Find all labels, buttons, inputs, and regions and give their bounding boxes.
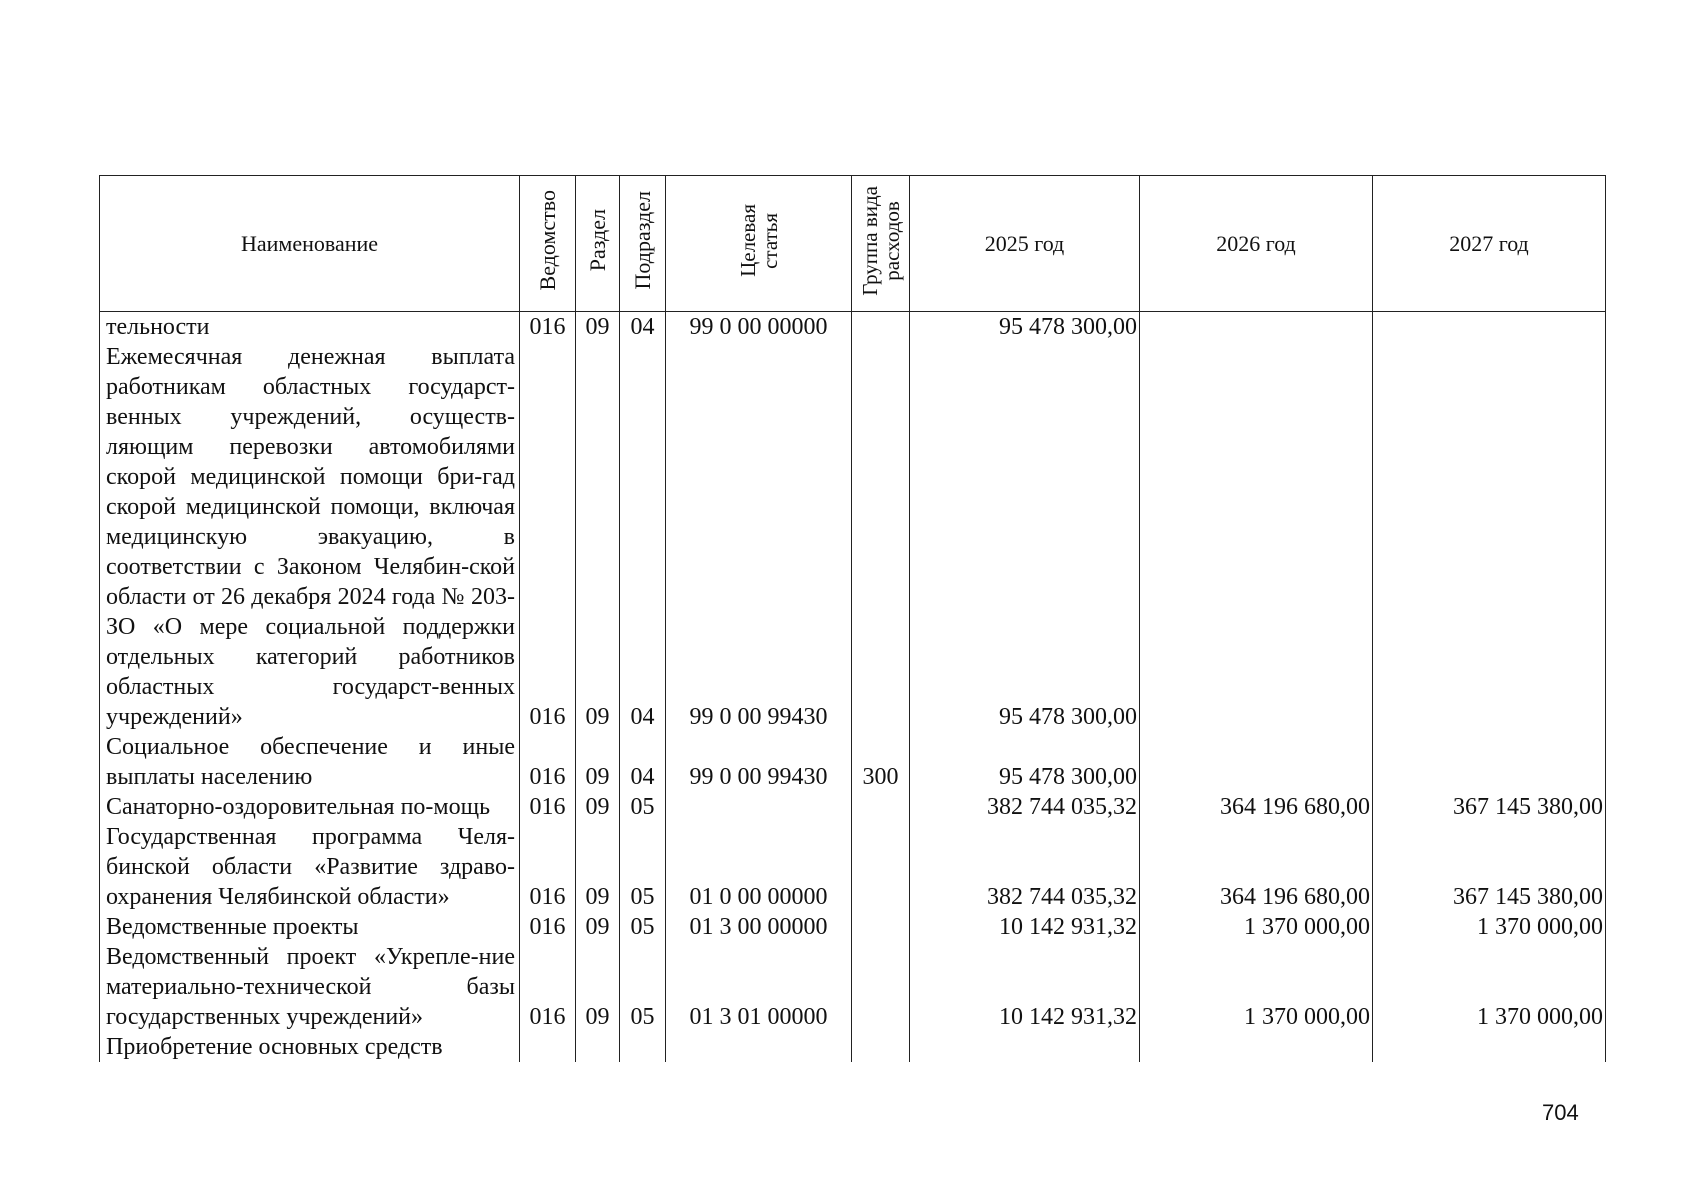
table-row xyxy=(100,822,1606,912)
header-razdel: Раздел xyxy=(576,176,620,312)
table-header xyxy=(100,176,1606,312)
cell-celevaya: 99 0 00 99430 xyxy=(666,732,852,792)
cell-razdel: 09 xyxy=(576,792,620,822)
cell-podrazdel: 04 xyxy=(620,732,666,792)
header-celevaya: Целевая статья xyxy=(666,176,852,312)
cell-y2025: 382 744 035,32 xyxy=(910,792,1140,822)
table-row xyxy=(100,942,1606,1032)
cell-y2026 xyxy=(1140,1032,1373,1062)
cell-vedomstvo: 016 xyxy=(520,732,576,792)
header-gruppa: Группа вида расходов xyxy=(852,176,910,312)
cell-celevaya: 01 3 01 00000 xyxy=(666,942,852,1032)
cell-y2025: 95 478 300,00 xyxy=(910,312,1140,343)
cell-y2025: 10 142 931,32 xyxy=(910,912,1140,942)
header-vedomstvo: Ведомство xyxy=(520,176,576,312)
cell-podrazdel: 04 xyxy=(620,312,666,343)
header-2026: 2026 год xyxy=(1140,176,1373,312)
cell-gruppa xyxy=(852,342,910,732)
cell-y2027: 1 370 000,00 xyxy=(1373,912,1606,942)
cell-razdel: 09 xyxy=(576,912,620,942)
cell-podrazdel: 05 xyxy=(620,792,666,822)
table-row xyxy=(100,1032,1606,1062)
cell-y2025: 382 744 035,32 xyxy=(910,822,1140,912)
cell-name: Социальное обеспечение и иные выплаты населению xyxy=(100,732,520,792)
cell-y2026: 364 196 680,00 xyxy=(1140,792,1373,822)
cell-razdel: 09 xyxy=(576,942,620,1032)
table-row xyxy=(100,912,1606,942)
cell-celevaya xyxy=(666,792,852,822)
cell-podrazdel: 05 xyxy=(620,912,666,942)
cell-y2025: 95 478 300,00 xyxy=(910,732,1140,792)
cell-name: Ежемесячная денежная выплата работникам областных государст-венных учреждений, осуществ-ляющим перевозки автомобилями скорой медицинской помощи бри-гад скорой медицинской помощи, включая медицинскую эвакуацию, в соответствии с Законом Челябин-ской области от 26 декабря 2024 года № 203-ЗО «О мере социальной поддержки отдельных категорий работников областных государст-венных учреждений» xyxy=(100,342,520,732)
cell-podrazdel xyxy=(620,1032,666,1062)
cell-y2027 xyxy=(1373,312,1606,343)
cell-y2027: 367 145 380,00 xyxy=(1373,822,1606,912)
cell-name: Государственная программа Челя-бинской области «Развитие здраво-охранения Челябинской области» xyxy=(100,822,520,912)
cell-y2026: 364 196 680,00 xyxy=(1140,822,1373,912)
cell-vedomstvo xyxy=(520,1032,576,1062)
cell-podrazdel: 05 xyxy=(620,822,666,912)
cell-name: Ведомственный проект «Укрепле-ние материально-технической базы государственных учреждений» xyxy=(100,942,520,1032)
table-row xyxy=(100,342,1606,732)
cell-gruppa: 300 xyxy=(852,732,910,792)
header-2027: 2027 год xyxy=(1373,176,1606,312)
cell-y2026: 1 370 000,00 xyxy=(1140,942,1373,1032)
cell-vedomstvo: 016 xyxy=(520,312,576,343)
cell-razdel: 09 xyxy=(576,732,620,792)
cell-celevaya: 99 0 00 00000 xyxy=(666,312,852,343)
cell-gruppa xyxy=(852,912,910,942)
page-number: 704 xyxy=(1542,1100,1579,1125)
cell-y2027: 1 370 000,00 xyxy=(1373,942,1606,1032)
cell-name: Санаторно-оздоровительная по-мощь xyxy=(100,792,520,822)
cell-vedomstvo: 016 xyxy=(520,912,576,942)
cell-y2027 xyxy=(1373,342,1606,732)
cell-celevaya: 99 0 00 99430 xyxy=(666,342,852,732)
cell-y2025 xyxy=(910,1032,1140,1062)
table-row xyxy=(100,792,1606,822)
cell-gruppa xyxy=(852,942,910,1032)
cell-y2026: 1 370 000,00 xyxy=(1140,912,1373,942)
cell-celevaya xyxy=(666,1032,852,1062)
cell-celevaya: 01 0 00 00000 xyxy=(666,822,852,912)
cell-name: тельности xyxy=(100,312,520,343)
header-podrazdel: Подраздел xyxy=(620,176,666,312)
cell-y2025: 10 142 931,32 xyxy=(910,942,1140,1032)
cell-podrazdel: 05 xyxy=(620,942,666,1032)
cell-name: Приобретение основных средств xyxy=(100,1032,520,1062)
cell-podrazdel: 04 xyxy=(620,342,666,732)
cell-razdel xyxy=(576,1032,620,1062)
cell-gruppa xyxy=(852,312,910,343)
cell-celevaya: 01 3 00 00000 xyxy=(666,912,852,942)
cell-gruppa xyxy=(852,822,910,912)
cell-razdel: 09 xyxy=(576,342,620,732)
cell-name: Ведомственные проекты xyxy=(100,912,520,942)
cell-vedomstvo: 016 xyxy=(520,792,576,822)
table-row xyxy=(100,732,1606,792)
cell-y2027 xyxy=(1373,1032,1606,1062)
cell-razdel: 09 xyxy=(576,822,620,912)
cell-razdel: 09 xyxy=(576,312,620,343)
cell-vedomstvo: 016 xyxy=(520,342,576,732)
cell-y2026 xyxy=(1140,312,1373,343)
cell-vedomstvo: 016 xyxy=(520,822,576,912)
cell-gruppa xyxy=(852,792,910,822)
budget-table xyxy=(99,175,1606,1062)
table-row xyxy=(100,312,1606,343)
cell-y2026 xyxy=(1140,732,1373,792)
cell-y2027 xyxy=(1373,732,1606,792)
cell-vedomstvo: 016 xyxy=(520,942,576,1032)
cell-gruppa xyxy=(852,1032,910,1062)
cell-y2027: 367 145 380,00 xyxy=(1373,792,1606,822)
header-2025: 2025 год xyxy=(910,176,1140,312)
cell-y2026 xyxy=(1140,342,1373,732)
header-name: Наименование xyxy=(100,176,520,312)
cell-y2025: 95 478 300,00 xyxy=(910,342,1140,732)
